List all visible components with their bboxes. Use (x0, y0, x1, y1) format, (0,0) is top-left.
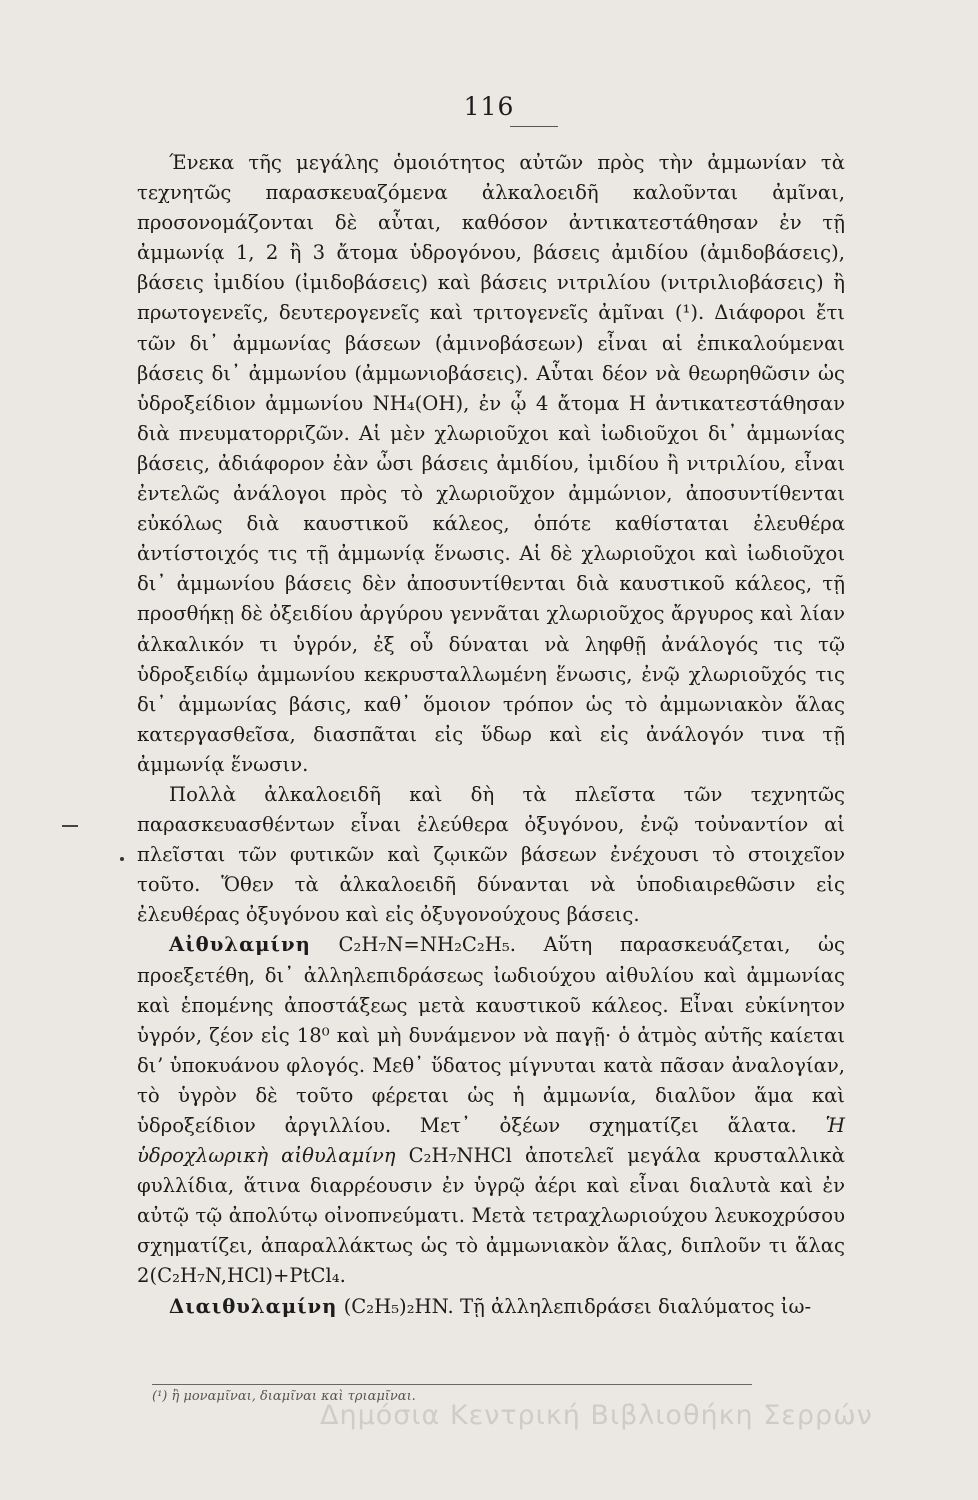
diethylamine-heading: Διαιθυλαμίνη (169, 1294, 338, 1318)
hydrochloride-name: Ἡ ὑδροχλωρικὴ αἰθυλαμίνη (137, 1114, 845, 1168)
paragraph-amines: Ένεκα τῆς μεγάλης ὁμοιότητος αὐτῶν πρὸς τὴν ἀμμωνίαν τὰ τεχνητῶς παρασκευαζόμενα ἀλκαλοειδῆ καλοῦνται ἀμῖναι, προσονομάζονται δὲ αὗται, καθόσον ἀντικατεστάθησαν ἐν τῇ ἀμμωνίᾳ 1, 2 ἢ 3 ἄτομα ὑδρογόνου, βάσεις ἀμιδίου (ἀμιδοβάσεις), βάσεις ἰμιδίου (ἰμιδοβάσεις) καὶ βάσεις νιτριλίου (νιτριλιοβάσεις) ἢ πρωτογενεῖς, δευτερογενεῖς καὶ τριτογενεῖς ἀμῖναι (¹). Διάφοροι ἔτι τῶν δι᾽ ἀμμωνίας βάσεων (ἀμινοβάσεων) εἶναι αἱ ἐπικαλούμεναι βάσεις δι᾽ ἀμμωνίου (ἀμμωνιοβάσεις). Αὗται δέον νὰ θεωρηθῶσιν ὡς ὑδροξείδιον ἀμμωνίου NH₄(OH), ἐν ᾧ 4 ἄτομα H ἀντικατεστάθησαν διὰ πνευματορριζῶν. Αἱ μὲν χλωριοῦχοι καὶ ἰωδιοῦχοι δι᾽ ἀμμωνίας βάσεις, ἀδιάφορον ἐὰν ὦσι βάσεις ἀμιδίου, ἰμιδίου ἢ νιτριλίου, εἶναι ἐντελῶς ἀνάλογοι πρὸς τὸ χλωριοῦχον ἀμμώνιον, ἀποσυντίθενται εὐκόλως διὰ καυστικοῦ κάλεος, ὁπότε καθίσταται ἐλευθέρα ἀντίστοιχός τις τῇ ἀμμωνίᾳ ἕνωσις. Αἱ δὲ χλωριοῦχοι καὶ ἰωδιοῦχοι δι᾽ ἀμμωνίου βάσεις δὲν ἀποσυντίθενται διὰ καυστικοῦ κάλεος, τῇ προσθήκῃ δὲ ὀξειδίου ἀργύρου γεννᾶται χλωριοῦχος ἄργυρος καὶ λίαν ἀλκαλικόν τι ὑγρόν, ἐξ οὗ δύναται νὰ ληφθῇ ἀνάλογός τις τῷ ὑδροξειδίῳ ἀμμωνίου κεκρυσταλλωμένη ἕνωσις, ἐνῷ χλωριοῦχός τις δι᾽ ἀμμωνίας βάσις, καθ᾽ ὅμοιον τρόπον ὡς τὸ ἀμμωνιακὸν ἅλας κατεργασθεῖσα, διασπᾶται εἰς ὕδωρ καὶ εἰς ἀνάλογόν τινα τῇ ἀμμωνίᾳ ἕνωσιν. (137, 151, 845, 776)
page-number: 116 (463, 92, 515, 121)
hydrochloride-formula: C₂H₇NHCl (408, 1144, 512, 1168)
library-watermark: Δημόσια Κεντρική Βιβλιοθήκη Σερρών (320, 1400, 873, 1431)
diethylamine-formula: (C₂H₅)₂HN. (343, 1294, 454, 1318)
body-text (137, 148, 845, 1322)
footnote: (¹) ἢ μοναμῖναι, διαμῖναι καὶ τριαμῖναι. (152, 1384, 752, 1404)
paragraph-ethylamine (137, 930, 845, 1291)
ethylamine-text-2: ἀποτελεῖ μεγάλα κρυσταλλικὰ φυλλίδια, ἅτινα διαρρέουσιν ἐν ὑγρῷ ἀέρι καὶ εἶναι διαλυτὰ καὶ ἐν αὐτῷ τῷ ἀπολύτῳ οἰνοπνεύματι. Μετὰ τετραχλωριούχου λευκοχρύσου σχηματίζει, ἀπαραλλάκτως ὡς τὸ ἀμμωνιακὸν ἅλας, διπλοῦν τι ἅλας (137, 1144, 845, 1258)
ethylamine-text: Αὕτη παρασκευάζεται, ὡς προεξετέθη, δι᾽ ἀλληλεπιδράσεως ἰωδιούχου αἰθυλίου καὶ ἀμμωνίας καὶ ἑπομένης ἀποστάξεως μετὰ καυστικοῦ κάλεος. Εἶναι εὐκίνητον ὑγρόν, ζέον εἰς 18⁰ καὶ μὴ δυνάμενον νὰ παγῇ· ὁ ἀτμὸς αὐτῆς καίεται διʼ ὑποκυάνου φλογός. Μεθ᾽ ὕδατος μίγνυται κατὰ πᾶσαν ἀναλογίαν, τὸ ὑγρὸν δὲ τοῦτο φέρεται ὡς ἡ ἀμμωνία, διαλῦον ἅμα καὶ ὑδροξείδιον ἀργιλλίου. Μετ᾽ ὀξέων σχηματίζει ἅλατα. (137, 933, 846, 1137)
diethylamine-text: Τῇ ἀλληλεπιδράσει διαλύματος ἰω- (460, 1294, 812, 1318)
ethylamine-formula: C₂H₇N=NH₂C₂H₅. (338, 933, 516, 957)
platinum-salt-formula: 2(C₂H₇N,HCl)+PtCl₄. (137, 1264, 346, 1288)
ethylamine-heading: Αἰθυλαμίνη (169, 933, 311, 957)
margin-dot (120, 857, 124, 861)
paragraph-diethylamine (137, 1292, 845, 1322)
paragraph-alkaloids: Πολλὰ ἀλκαλοειδῆ καὶ δὴ τὰ πλεῖστα τῶν τεχνητῶς παρασκευασθέντων εἶναι ἐλεύθερα ὀξυγόνου, ἐνῷ τοὐναντίον αἱ πλεῖσται τῶν φυτικῶν καὶ ζῳικῶν βάσεων ἐνέχουσι τὸ στοιχεῖον τοῦτο. Ὅθεν τὰ ἀλκαλοειδῆ δύνανται νὰ ὑποδιαιρεθῶσιν εἰς ἐλευθέρας ὀξυγόνου καὶ εἰς ὀξυγονούχους βάσεις. (137, 782, 845, 927)
header-rule (510, 126, 558, 127)
margin-mark (62, 825, 78, 827)
